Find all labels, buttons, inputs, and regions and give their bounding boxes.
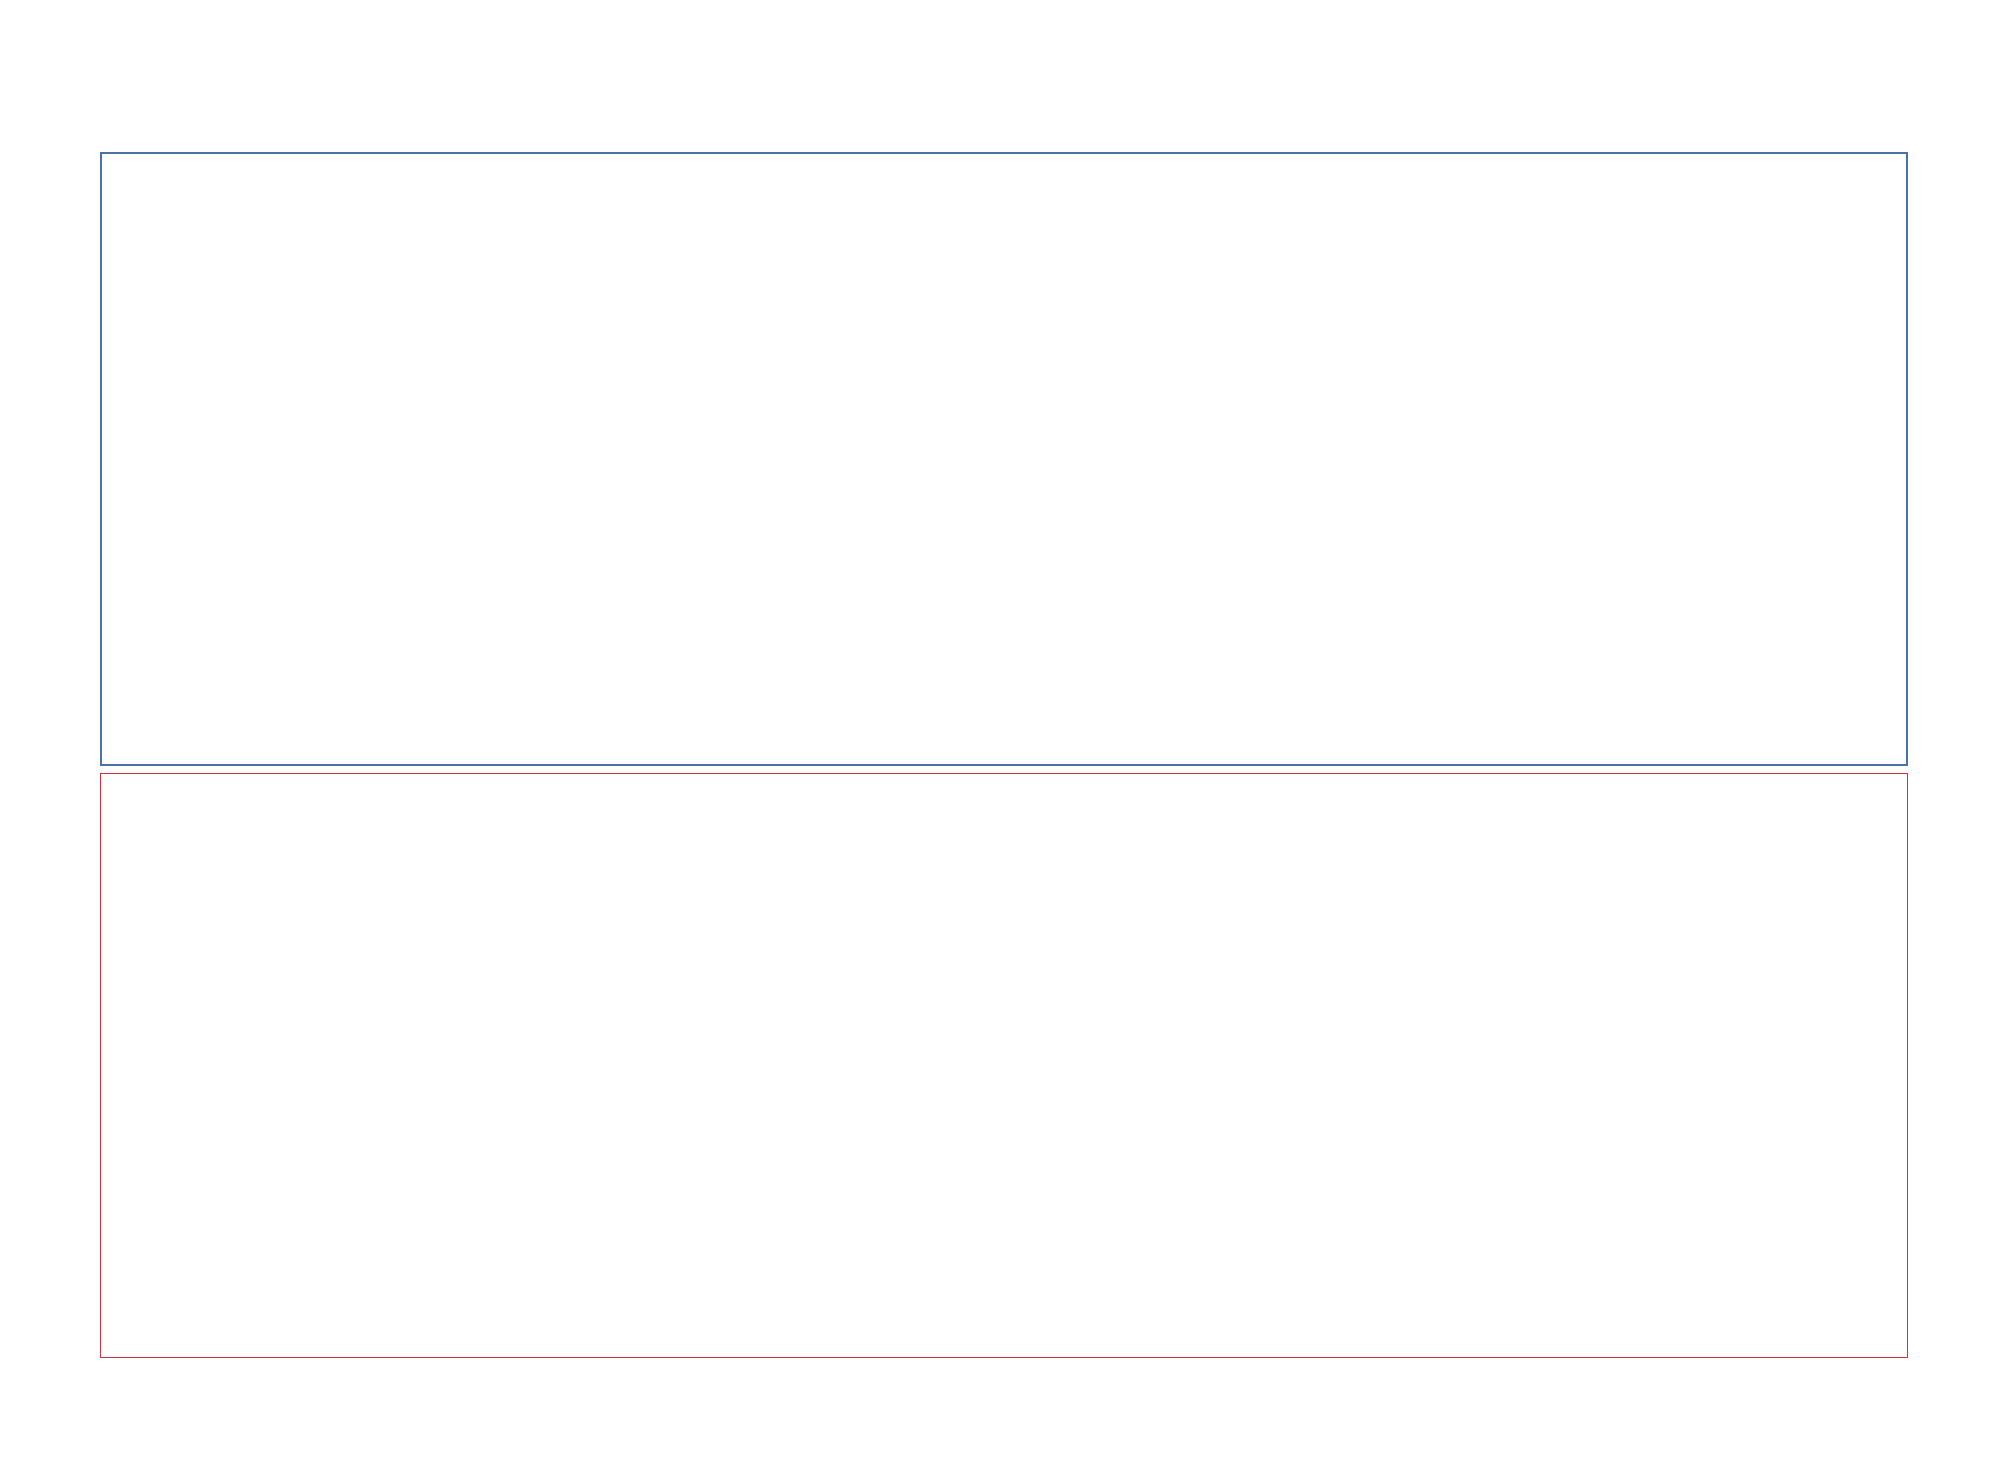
number-table	[100, 152, 1908, 766]
period-grid	[100, 773, 1908, 1358]
